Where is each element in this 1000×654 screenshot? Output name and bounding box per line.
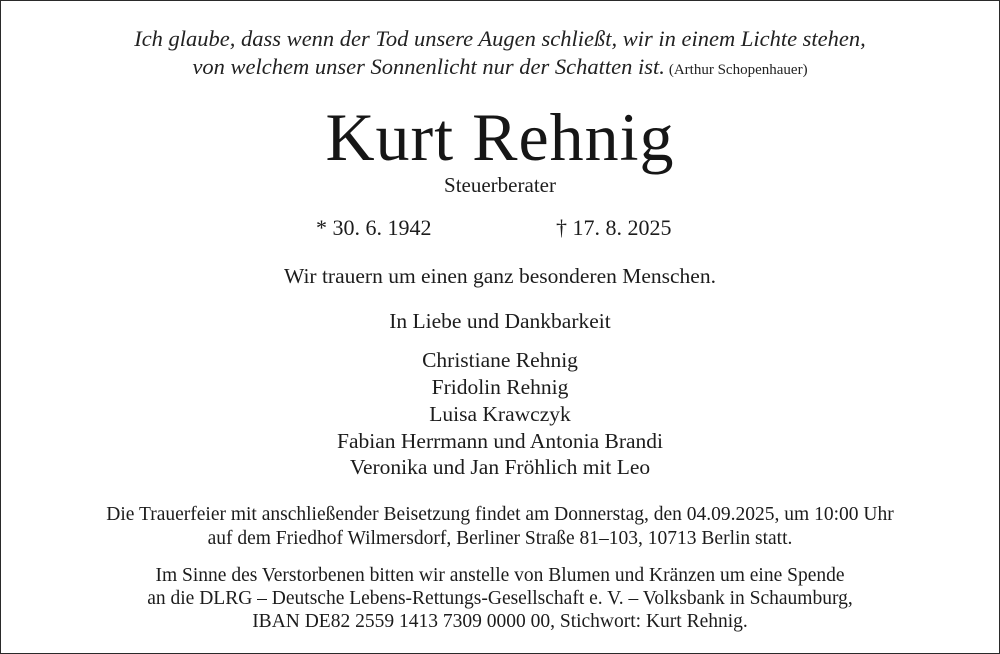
deceased-profession: Steuerberater — [444, 173, 556, 197]
funeral-info-line-1: Die Trauerfeier mit anschließender Beisetzung findet am Donnerstag, den 04.09.2025, um 10:00 Uhr — [106, 504, 894, 525]
birth-date: * 30. 6. 1942 — [316, 215, 432, 240]
mourner-name: Luisa Krawczyk — [429, 402, 571, 426]
deceased-name: Kurt Rehnig — [325, 99, 675, 175]
quote-line-2 — [0, 54, 1000, 80]
mourning-message: Wir trauern um einen ganz besonderen Menschen. — [284, 264, 716, 288]
donation-info-line-2: an die DLRG – Deutsche Lebens-Rettungs-Gesellschaft e. V. – Volksbank in Schaumburg, — [147, 588, 853, 609]
mourner-name: Christiane Rehnig — [422, 348, 578, 372]
quote-line-2-text: von welchem unser Sonnenlicht nur der Schatten ist. — [192, 54, 665, 79]
closing-phrase: In Liebe und Dankbarkeit — [389, 309, 611, 333]
quote-author: (Arthur Schopenhauer) — [668, 62, 808, 78]
donation-info-line-1: Im Sinne des Verstorbenen bitten wir anstelle von Blumen und Kränzen um eine Spende — [155, 565, 845, 586]
mourner-name: Veronika und Jan Fröhlich mit Leo — [349, 455, 651, 479]
funeral-info-line-2: auf dem Friedhof Wilmersdorf, Berliner Straße 81–103, 10713 Berlin statt. — [207, 528, 793, 549]
mourner-name: Fabian Herrmann und Antonia Brandi — [336, 429, 664, 453]
mourner-name: Fridolin Rehnig — [431, 375, 569, 399]
donation-info-line-3: IBAN DE82 2559 1413 7309 0000 00, Stichwort: Kurt Rehnig. — [252, 611, 748, 632]
quote-line-1: Ich glaube, dass wenn der Tod unsere Augen schließt, wir in einem Lichte stehen, — [134, 26, 866, 51]
death-date: † 17. 8. 2025 — [556, 215, 672, 240]
